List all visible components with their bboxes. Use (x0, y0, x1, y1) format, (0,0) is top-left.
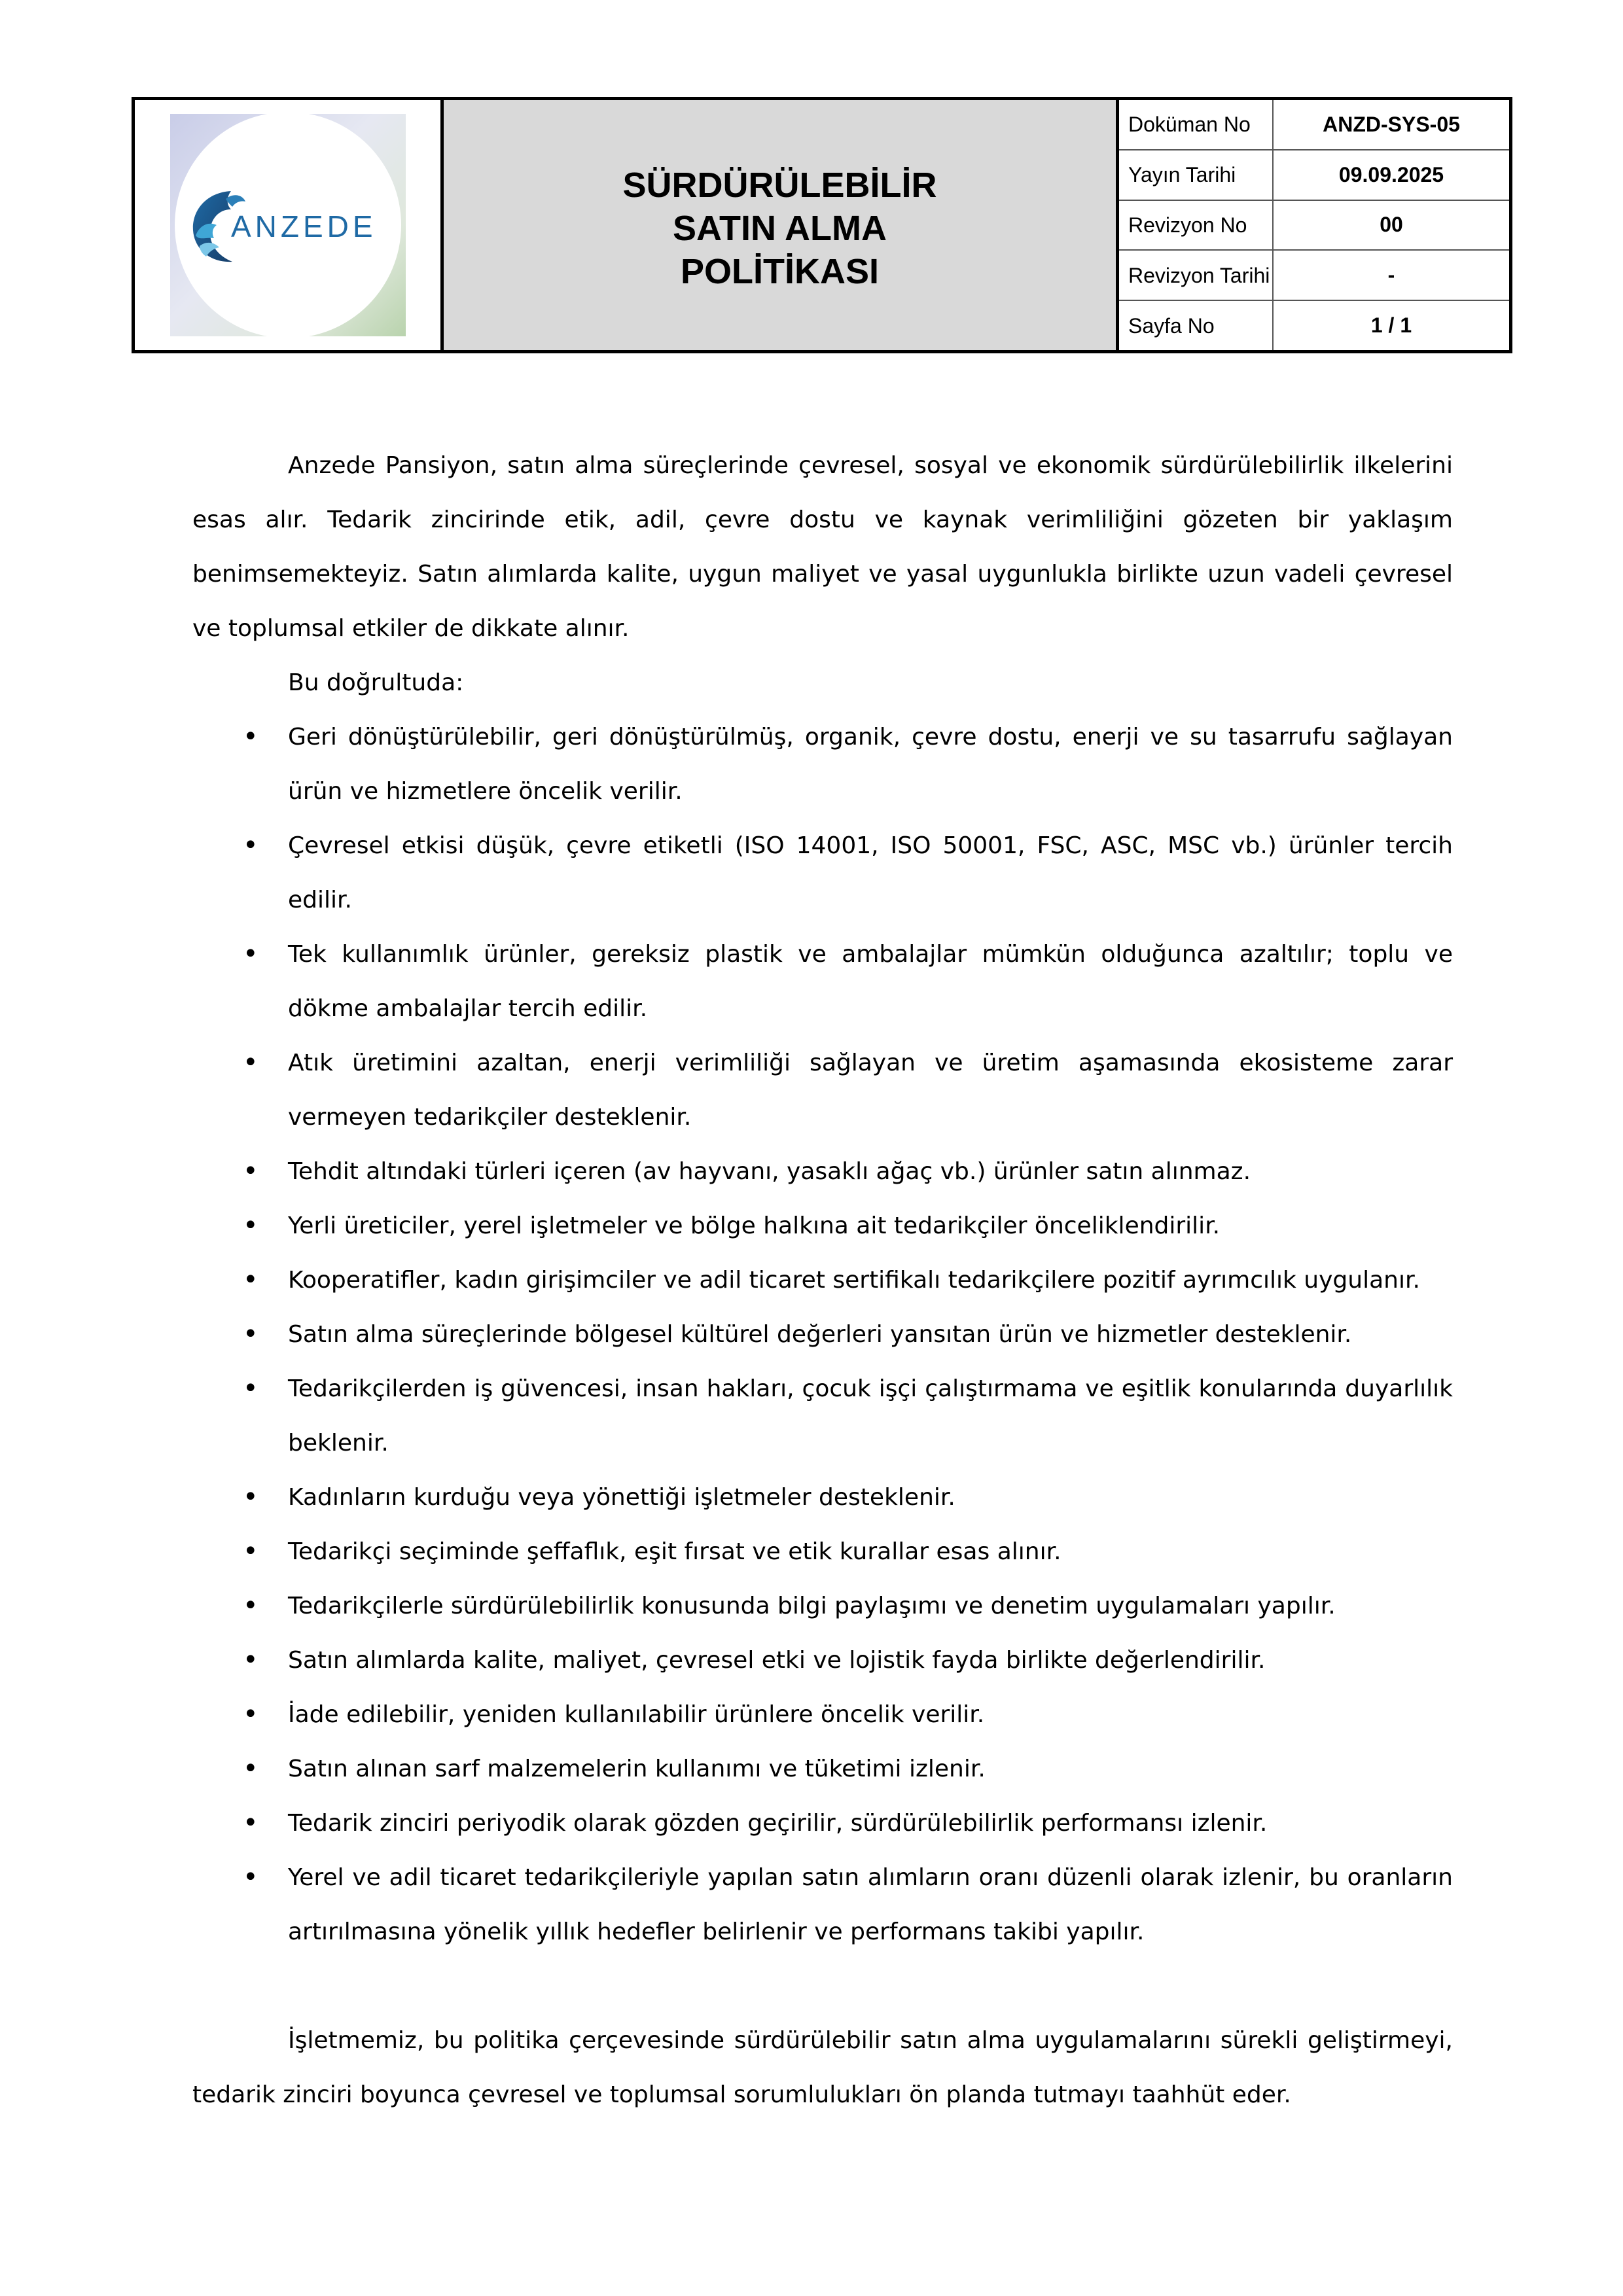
list-item: • Çevresel etkisi düşük, çevre etiketli (ISO 14001, ISO 50001, FSC, ASC, MSC vb.) ürünler tercih edilir. (192, 819, 1453, 927)
list-item: • Tedarikçilerle sürdürülebilirlik konusunda bilgi paylaşımı ve denetim uygulamaları yapılır. (192, 1579, 1453, 1633)
meta-label: Revizyon Tarihi (1119, 251, 1274, 300)
document-header (132, 97, 1512, 353)
meta-row-revision-no (1119, 201, 1509, 251)
list-item: • İade edilebilir, yeniden kullanılabilir ürünlere öncelik verilir. (192, 1687, 1453, 1742)
meta-label: Revizyon No (1119, 201, 1274, 250)
meta-label: Sayfa No (1119, 301, 1274, 350)
meta-row-publish-date (1119, 150, 1509, 201)
wave-logo-icon (180, 173, 396, 277)
list-item: • Tedarikçi seçiminde şeffaflık, eşit fırsat ve etik kurallar esas alınır. (192, 1525, 1453, 1579)
list-item: • Tedarik zinciri periyodik olarak gözden geçirilir, sürdürülebilirlik performansı izlenir. (192, 1796, 1453, 1850)
closing-paragraph: İşletmemiz, bu politika çerçevesinde sürdürülebilir satın alma uygulamalarını sürekli geliştirmeyi, tedarik zinciri boyunca çevresel ve toplumsal sorumlulukları ön planda tutmayı taahhüt eder. (192, 2027, 1453, 2108)
logo-cell (135, 100, 444, 350)
meta-label: Yayın Tarihi (1119, 150, 1274, 200)
list-item: • Satın alımlarda kalite, maliyet, çevresel etki ve lojistik fayda birlikte değerlendirilir. (192, 1633, 1453, 1687)
logo-wordmark: ANZEDE (230, 209, 377, 243)
policy-list (192, 710, 1453, 1959)
list-item: • Yerli üreticiler, yerel işletmeler ve bölge halkına ait tedarikçiler önceliklendirilir. (192, 1199, 1453, 1253)
meta-value: - (1387, 263, 1395, 287)
list-item: • Geri dönüştürülebilir, geri dönüştürülmüş, organik, çevre dostu, enerji ve su tasarrufu sağlayan ürün ve hizmetlere öncelik verilir. (192, 710, 1453, 819)
meta-value: 1 / 1 (1370, 313, 1412, 338)
list-lead: Bu doğrultuda: (288, 669, 464, 696)
list-item: • Kooperatifler, kadın girişimciler ve adil ticaret sertifikalı tedarikçilere pozitif ayrımcılık uygulanır. (192, 1253, 1453, 1307)
document-title: SÜRDÜRÜLEBİLİR SATIN ALMA POLİTİKASI (622, 166, 937, 291)
meta-value: ANZD-SYS-05 (1323, 112, 1460, 136)
meta-value: 09.09.2025 (1338, 162, 1444, 186)
meta-label: Doküman No (1119, 100, 1274, 149)
company-logo (175, 112, 401, 338)
list-item: • Satın alınan sarf malzemelerin kullanımı ve tüketimi izlenir. (192, 1742, 1453, 1796)
meta-row-revision-date (1119, 251, 1509, 301)
meta-value: 00 (1380, 213, 1403, 237)
title-cell (444, 100, 1119, 350)
list-item: • Tehdit altındaki türleri içeren (av hayvanı, yasaklı ağaç vb.) ürünler satın alınmaz. (192, 1144, 1453, 1199)
meta-row-page-no (1119, 301, 1509, 350)
list-item: • Tek kullanımlık ürünler, gereksiz plastik ve ambalajlar mümkün olduğunca azaltılır; toplu ve dökme ambalajlar tercih edilir. (192, 927, 1453, 1036)
paragraph-spacer (192, 1959, 1453, 2013)
list-item: • Yerel ve adil ticaret tedarikçileriyle yapılan satın alımların oranı düzenli olarak izlenir, bu oranların artırılmasına yönelik yıllık hedefler belirlenir ve performans takibi yapılır. (192, 1850, 1453, 1959)
meta-row-document-no (1119, 100, 1509, 150)
list-item: • Tedarikçilerden iş güvencesi, insan hakları, çocuk işçi çalıştırmama ve eşitlik konularında duyarlılık beklenir. (192, 1362, 1453, 1470)
list-item: • Kadınların kurduğu veya yönettiği işletmeler desteklenir. (192, 1470, 1453, 1525)
intro-paragraph: Anzede Pansiyon, satın alma süreçlerinde çevresel, sosyal ve ekonomik sürdürülebilirlik ilkelerini esas alır. Tedarik zincirinde etik, adil, çevre dostu ve kaynak verimliliğini gözeten bir yaklaşım benimsemekteyiz. Satın alımlarda kalite, uygun maliyet ve yasal uygunlukla birlikte uzun vadeli çevresel ve toplumsal etkiler de dikkate alınır. (192, 452, 1453, 642)
logo-background (170, 114, 406, 336)
document-body (192, 438, 1453, 2122)
document-meta-table (1119, 100, 1509, 350)
list-item: • Satın alma süreçlerinde bölgesel kültürel değerleri yansıtan ürün ve hizmetler desteklenir. (192, 1307, 1453, 1362)
list-item: • Atık üretimini azaltan, enerji verimliliği sağlayan ve üretim aşamasında ekosisteme zarar vermeyen tedarikçiler desteklenir. (192, 1036, 1453, 1144)
